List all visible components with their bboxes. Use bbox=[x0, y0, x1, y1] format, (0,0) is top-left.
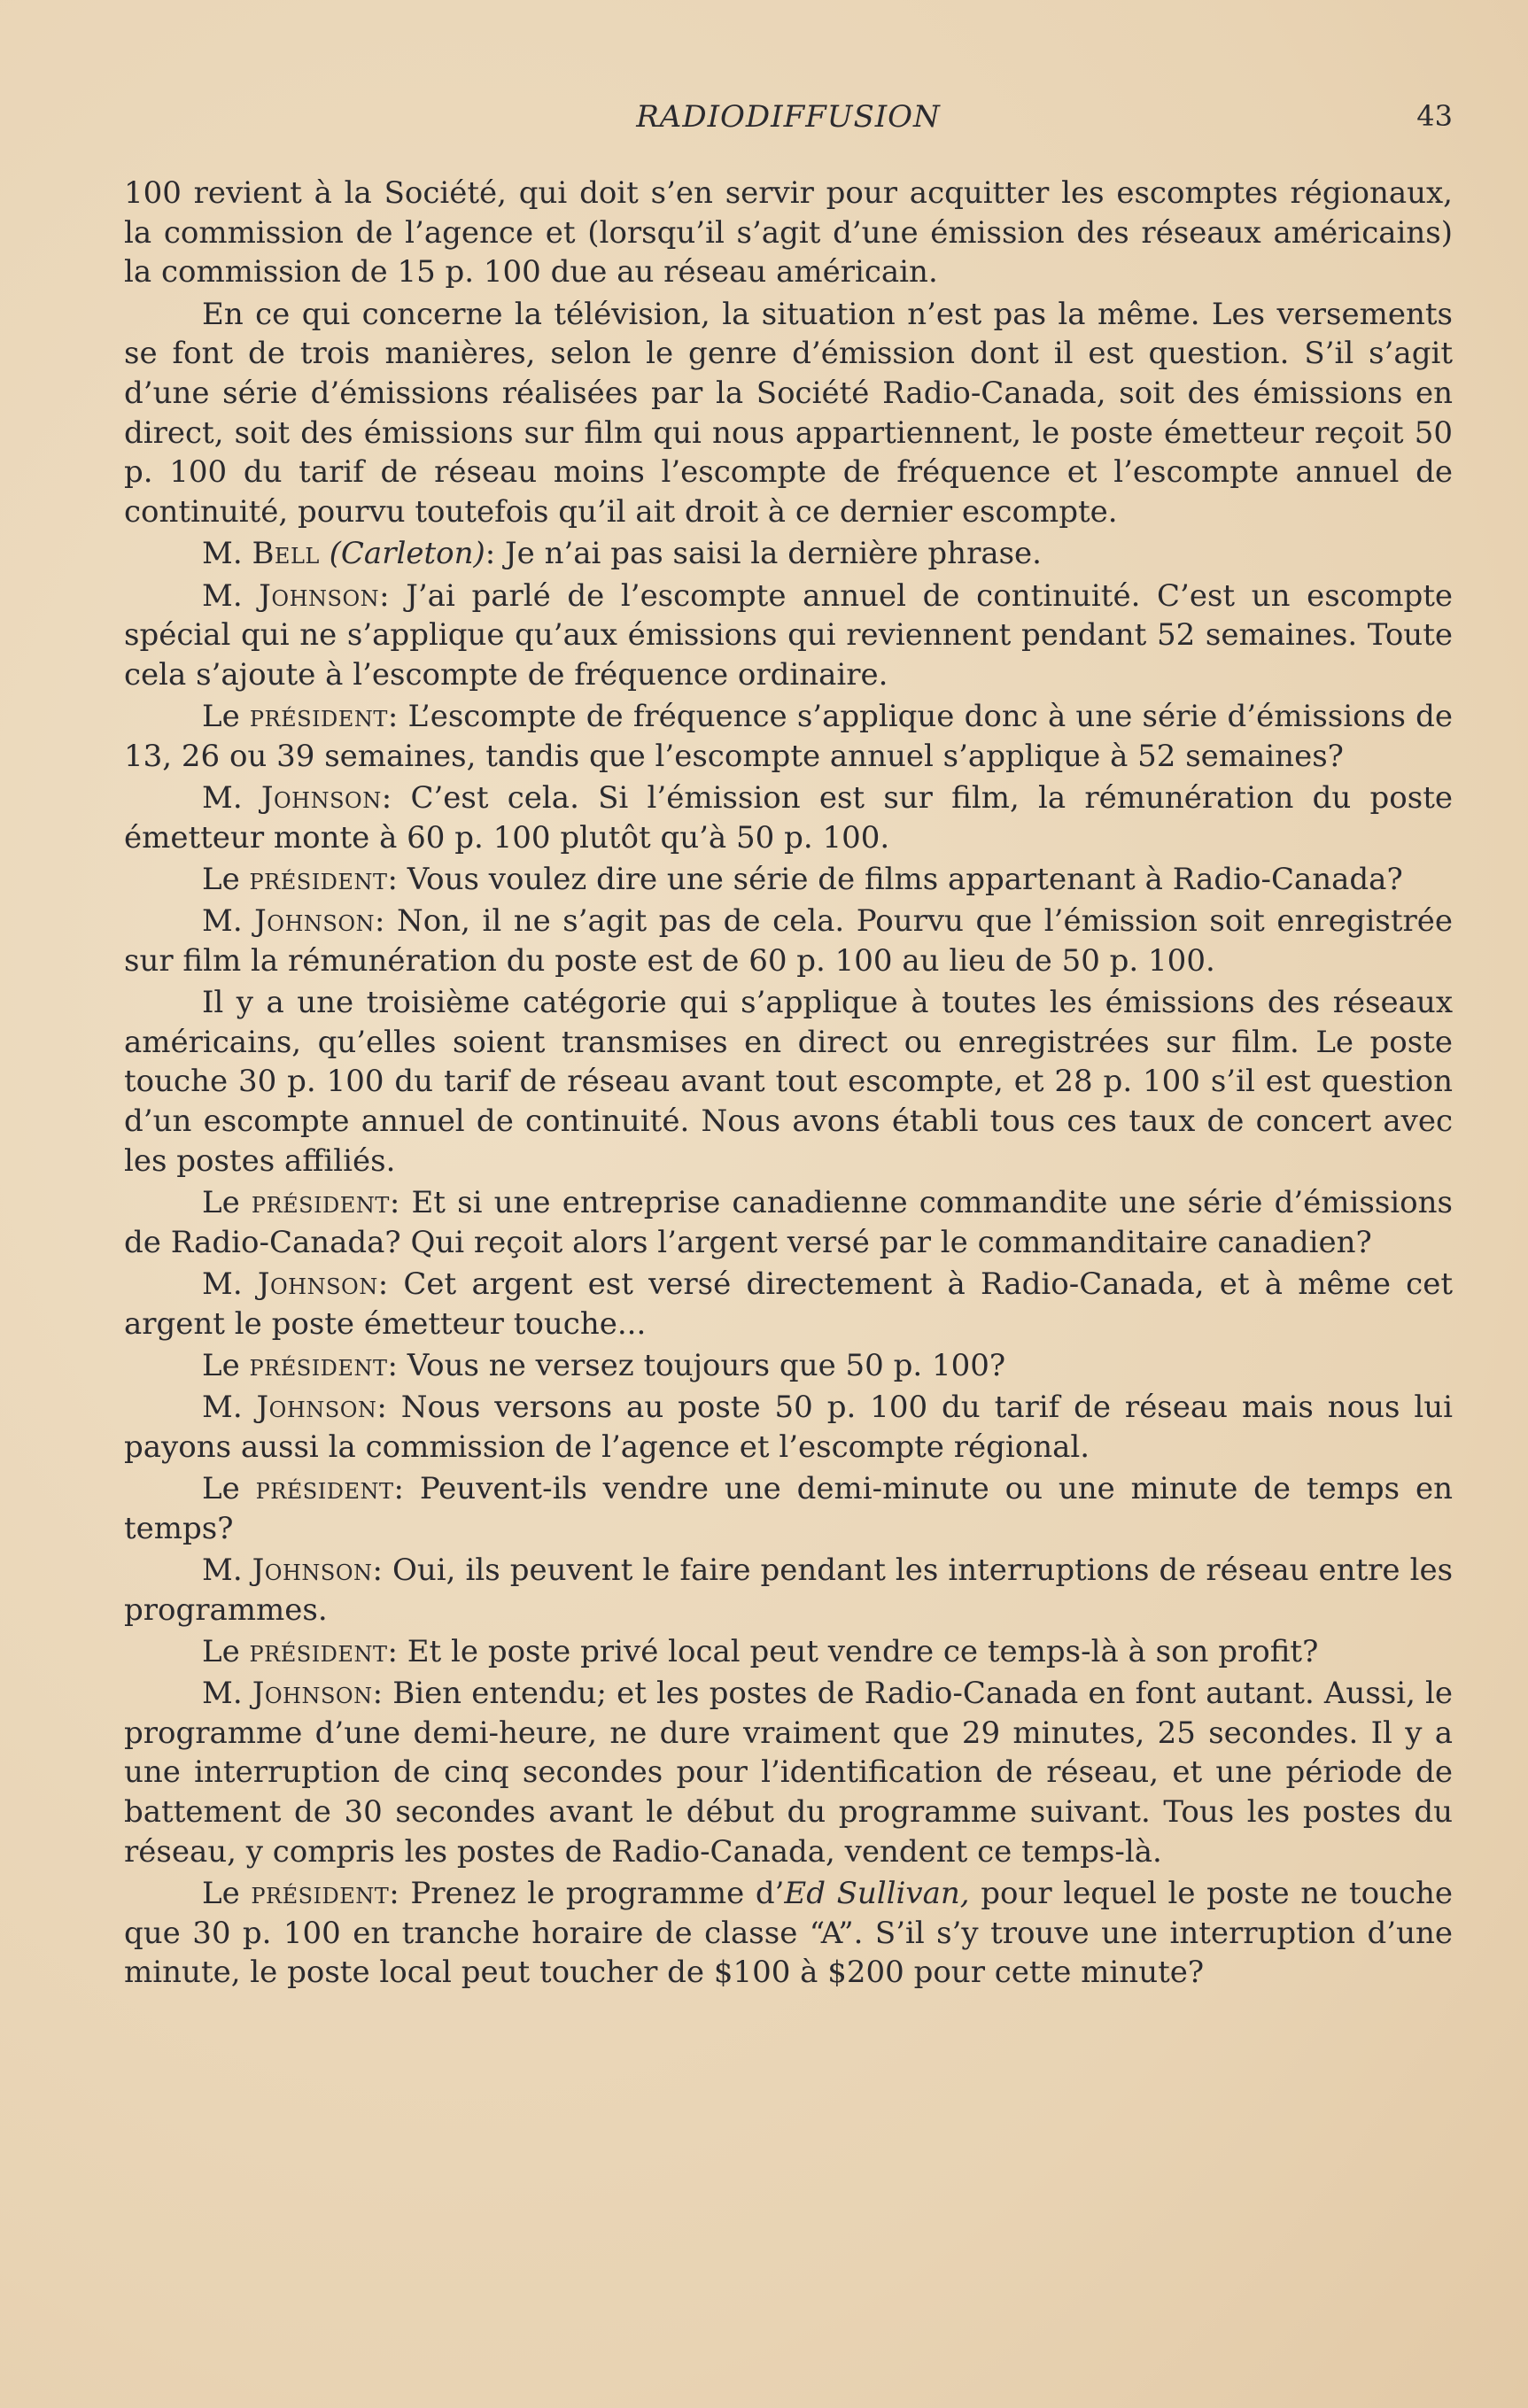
speech-president: Le président: Vous voulez dire une série de films appartenant à Radio-Canada? bbox=[202, 861, 1403, 897]
speaker-name: Johnson bbox=[252, 1676, 373, 1712]
speech-text: pour lequel le poste ne touche que 30 p. 100 en tranche horaire de classe “A”. S’il s’y trouve une interruption d’une minute, le poste local peut toucher de $100 à $200 pour cette minute? bbox=[124, 1876, 1454, 1991]
speech-text: Vous voulez dire une série de films appartenant à Radio-Canada? bbox=[407, 861, 1403, 897]
speech-president: Le président: Peuvent-ils vendre une demi-minute ou une minute de temps en temps? bbox=[124, 1471, 1454, 1546]
speech-text: J’ai parlé de l’escompte annuel de continuité. C’est un escompte spécial qui ne s’applique qu’aux émissions qui reviennent pendant 52 semaines. Toute cela s’ajoute à l’escompte de fréquence ordinaire. bbox=[124, 577, 1454, 693]
speech-bell: M. Bell (Carleton): Je n’ai pas saisi la dernière phrase. bbox=[202, 536, 1042, 572]
speaker-name: Johnson bbox=[257, 1266, 378, 1302]
speech-president: Le président: L’escompte de fréquence s’applique donc à une série d’émissions de 13, 26 ou 39 semaines, tandis que l’escompte annuel s’applique à 52 semaines? bbox=[124, 699, 1453, 774]
speech-text: Non, il ne s’agit pas de cela. Pourvu que l’émission soit enregistrée sur film la rémunération du poste est de 60 p. 100 au lieu de 50 p. 100. bbox=[124, 903, 1453, 979]
speech-text: Je n’ai pas saisi la dernière phrase. bbox=[505, 536, 1042, 572]
speaker-name: Bell bbox=[252, 536, 320, 572]
speech-president: Le président: Et le poste privé local peut vendre ce temps-là à son profit? bbox=[202, 1633, 1319, 1669]
speech-text: Nous versons au poste 50 p. 100 du tarif de réseau mais nous lui payons aussi la commission de l’agence et l’escompte régional. bbox=[124, 1390, 1453, 1465]
speech-text: Peuvent-ils vendre une demi-minute ou une minute de temps en temps? bbox=[124, 1471, 1454, 1546]
speech-text: C’est cela. Si l’émission est sur film, la rémunération du poste émetteur monte à 60 p. 100 plutôt qu’à 50 p. 100. bbox=[124, 780, 1453, 856]
running-title: RADIODIFFUSION bbox=[636, 99, 941, 135]
speaker-name: président bbox=[249, 1347, 388, 1383]
speech-text: L’escompte de fréquence s’applique donc à une série d’émissions de 13, 26 ou 39 semaines, tandis que l’escompte annuel s’applique à 52 semaines? bbox=[124, 699, 1453, 774]
speaker-name: président bbox=[251, 1876, 390, 1912]
speech-johnson: M. Johnson: J’ai parlé de l’escompte annuel de continuité. C’est un escompte spécial qui ne s’applique qu’aux émissions qui reviennent pendant 52 semaines. Toute cela s’ajoute à l’escompte de fréquence ordinaire. bbox=[124, 577, 1454, 693]
speaker-title: M. bbox=[202, 536, 243, 572]
speaker-name: Johnson bbox=[256, 1390, 377, 1426]
speaker-name: président bbox=[249, 1633, 388, 1669]
speech-text: Bien entendu; et les postes de Radio-Canada en font autant. Aussi, le programme d’une demi-heure, ne dure vraiment que 29 minutes, 25 secondes. Il y a une interruption de cinq secondes pour l’identification de réseau, et une période de battement de 30 secondes avant le début du programme suivant. Tous les postes du réseau, y compris les postes de Radio-Canada, vendent ce temps-là. bbox=[124, 1676, 1454, 1870]
speech-johnson: M. Johnson: Cet argent est versé directement à Radio-Canada, et à même cet argent le poste émetteur touche... bbox=[124, 1266, 1454, 1342]
paragraph: Il y a une troisième catégorie qui s’applique à toutes les émissions des réseaux américains, qu’elles soient transmises en direct ou enregistrées sur film. Le poste touche 30 p. 100 du tarif de réseau avant tout escompte, et 28 p. 100 s’il est question d’un escompte annuel de continuité. Nous avons établi tous ces taux de concert avec les postes affiliés. bbox=[124, 985, 1453, 1179]
speaker-name: président bbox=[251, 1185, 390, 1221]
speech-johnson: M. Johnson: C’est cela. Si l’émission est sur film, la rémunération du poste émetteur monte à 60 p. 100 plutôt qu’à 50 p. 100. bbox=[124, 780, 1453, 856]
speech-johnson: M. Johnson: Nous versons au poste 50 p. 100 du tarif de réseau mais nous lui payons aussi la commission de l’agence et l’escompte régional. bbox=[124, 1390, 1453, 1465]
speech-johnson: M. Johnson: Non, il ne s’agit pas de cela. Pourvu que l’émission soit enregistrée sur film la rémunération du poste est de 60 p. 100 au lieu de 50 p. 100. bbox=[124, 903, 1453, 979]
speaker-name: président bbox=[255, 1471, 394, 1506]
speech-text: Vous ne versez toujours que 50 p. 100? bbox=[407, 1347, 1006, 1383]
speech-text: Oui, ils peuvent le faire pendant les interruptions de réseau entre les programmes. bbox=[124, 1552, 1454, 1628]
speech-president: Le président: Prenez le programme d’Ed Sullivan, pour lequel le poste ne touche que 30 p. 100 en tranche horaire de classe “A”. S’il s’y trouve une interruption d’une minute, le poste local peut toucher de $100 à $200 pour cette minute? bbox=[124, 1876, 1454, 1991]
speech-johnson: M. Johnson: Oui, ils peuvent le faire pendant les interruptions de réseau entre les programmes. bbox=[124, 1552, 1454, 1628]
speaker-name: Johnson bbox=[259, 577, 380, 614]
speaker-name: président bbox=[249, 861, 388, 897]
speaker-name: Johnson bbox=[252, 1552, 373, 1588]
speaker-name: président bbox=[249, 699, 388, 735]
speech-text: Prenez le programme d’ bbox=[410, 1876, 785, 1912]
speech-text: Et le poste privé local peut vendre ce temps-là à son profit? bbox=[407, 1633, 1319, 1669]
speech-president: Le président: Vous ne versez toujours que 50 p. 100? bbox=[202, 1347, 1006, 1383]
speech-president: Le président: Et si une entreprise canadienne commandite une série d’émissions de Radio-Canada? Qui reçoit alors l’argent versé par le commanditaire canadien? bbox=[124, 1185, 1453, 1260]
paragraph: 100 revient à la Société, qui doit s’en servir pour acquitter les escomptes régionaux, la commission de l’agence et (lorsqu’il s’agit d’une émission des réseaux américains) la commission de 15 p. 100 due au réseau américain. bbox=[124, 175, 1453, 290]
speaker-name: Johnson bbox=[254, 903, 376, 940]
page-header bbox=[124, 99, 1453, 143]
program-name: Ed Sullivan, bbox=[784, 1876, 970, 1912]
speech-johnson: M. Johnson: Bien entendu; et les postes de Radio-Canada en font autant. Aussi, le programme d’une demi-heure, ne dure vraiment que 29 minutes, 25 secondes. Il y a une interruption de cinq secondes pour l’identification de réseau, et une période de battement de 30 secondes avant le début du programme suivant. Tous les postes du réseau, y compris les postes de Radio-Canada, vendent ce temps-là. bbox=[124, 1676, 1454, 1870]
page-number: 43 bbox=[1416, 99, 1453, 133]
speaker-name: Johnson bbox=[260, 780, 382, 817]
speaker-riding: (Carleton) bbox=[329, 536, 485, 572]
speech-text: Et si une entreprise canadienne commandite une série d’émissions de Radio-Canada? Qui reçoit alors l’argent versé par le commanditaire canadien? bbox=[124, 1185, 1453, 1260]
speech-text: Cet argent est versé directement à Radio-Canada, et à même cet argent le poste émetteur touche... bbox=[124, 1266, 1454, 1342]
page-body bbox=[124, 174, 1453, 1995]
paragraph: En ce qui concerne la télévision, la situation n’est pas la même. Les versements se font de trois manières, selon le genre d’émission dont il est question. S’il s’agit d’une série d’émissions réalisées par la Société Radio-Canada, soit des émissions en direct, soit des émissions sur film qui nous appartiennent, le poste émetteur reçoit 50 p. 100 du tarif de réseau moins l’escompte de fréquence et l’escompte annuel de continuité, pourvu toutefois qu’il ait droit à ce dernier escompte. bbox=[124, 296, 1453, 530]
